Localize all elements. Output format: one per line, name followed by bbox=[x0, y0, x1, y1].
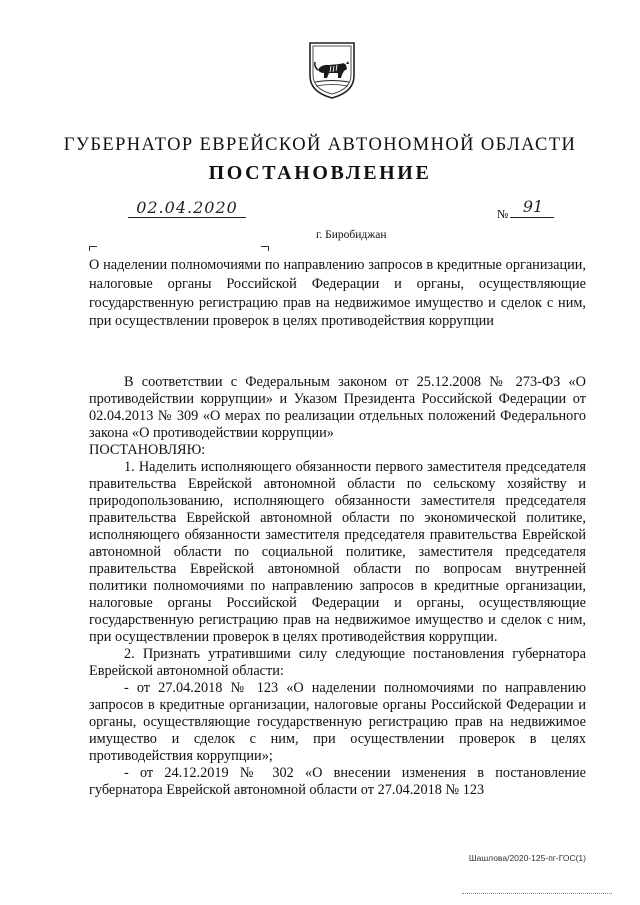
subject-corner-left bbox=[89, 246, 97, 251]
decree-line: ПОСТАНОВЛЯЮ: bbox=[89, 442, 206, 458]
bottom-scan-mark bbox=[462, 893, 612, 896]
date-underline bbox=[128, 217, 246, 218]
item-2b-paragraph: - от 24.12.2019 № 302 «О внесении изменения в постановление губернатора Еврейской автономной области от 27.04.2018 № 123 bbox=[89, 765, 586, 798]
preamble-paragraph: В соответствии с Федеральным законом от 25.12.2008 № 273-ФЗ «О противодействии коррупции» и Указом Президента Российской Федерации от 02.04.2013 № 309 «О мерах по реализации отдельных положений Федерального закона «О противодействии коррупции» bbox=[89, 374, 586, 441]
document-subject: О наделении полномочиями по направлению запросов в кредитные организации, налоговые органы Российской Федерации и органы, осуществляющие государственную регистрацию прав на недвижимое имущество и сделок с ним, при осуществлении проверок в целях противодействия коррупции bbox=[89, 257, 586, 330]
city: г. Биробиджан bbox=[316, 229, 387, 241]
coat-of-arms-tiger-icon bbox=[307, 40, 357, 100]
document-date: 02.04.2020 bbox=[136, 198, 238, 217]
document-number: 91 bbox=[522, 197, 544, 216]
number-underline bbox=[510, 217, 554, 218]
number-label: № bbox=[497, 207, 509, 221]
issuer-title: ГУБЕРНАТОР ЕВРЕЙСКОЙ АВТОНОМНОЙ ОБЛАСТИ bbox=[63, 135, 577, 155]
item-2-paragraph: 2. Признать утратившими силу следующие постановления губернатора Еврейской автономной области: bbox=[89, 646, 586, 679]
item-1-paragraph: 1. Наделить исполняющего обязанности первого заместителя председателя правительства Еврейской автономной области по сельскому хозяйству и природопользованию, исполняющего обязанности заместителя председателя правительства Еврейской автономной области по экономической политике, исполняющего обязанности заместителя председателя правительства Еврейской автономной области по социальной политике, заместителя председателя правительства Еврейской автономной области по вопросам внутренней политики полномочиями по направлению запросов в кредитные организации, налоговые органы Российской Федерации и органы, осуществляющие государственную регистрацию прав на недвижимое имущество и сделок с ним, при осуществлении проверок в целях противодействия коррупции. bbox=[89, 459, 586, 645]
subject-corner-right bbox=[261, 246, 269, 251]
item-2a-paragraph: - от 27.04.2018 № 123 «О наделении полномочиями по направлению запросов в кредитные организации, налоговые органы Российской Федерации и органы, осуществляющие государственную регистрацию прав на недвижимое имущество и сделок с ним, при осуществлении проверок в целях противодействия коррупции»; bbox=[89, 680, 586, 764]
document-type: ПОСТАНОВЛЕНИЕ bbox=[208, 162, 432, 184]
document-body bbox=[89, 374, 586, 799]
footer-code: Шашлова/2020-125-пг-ГОС(1) bbox=[468, 853, 586, 863]
